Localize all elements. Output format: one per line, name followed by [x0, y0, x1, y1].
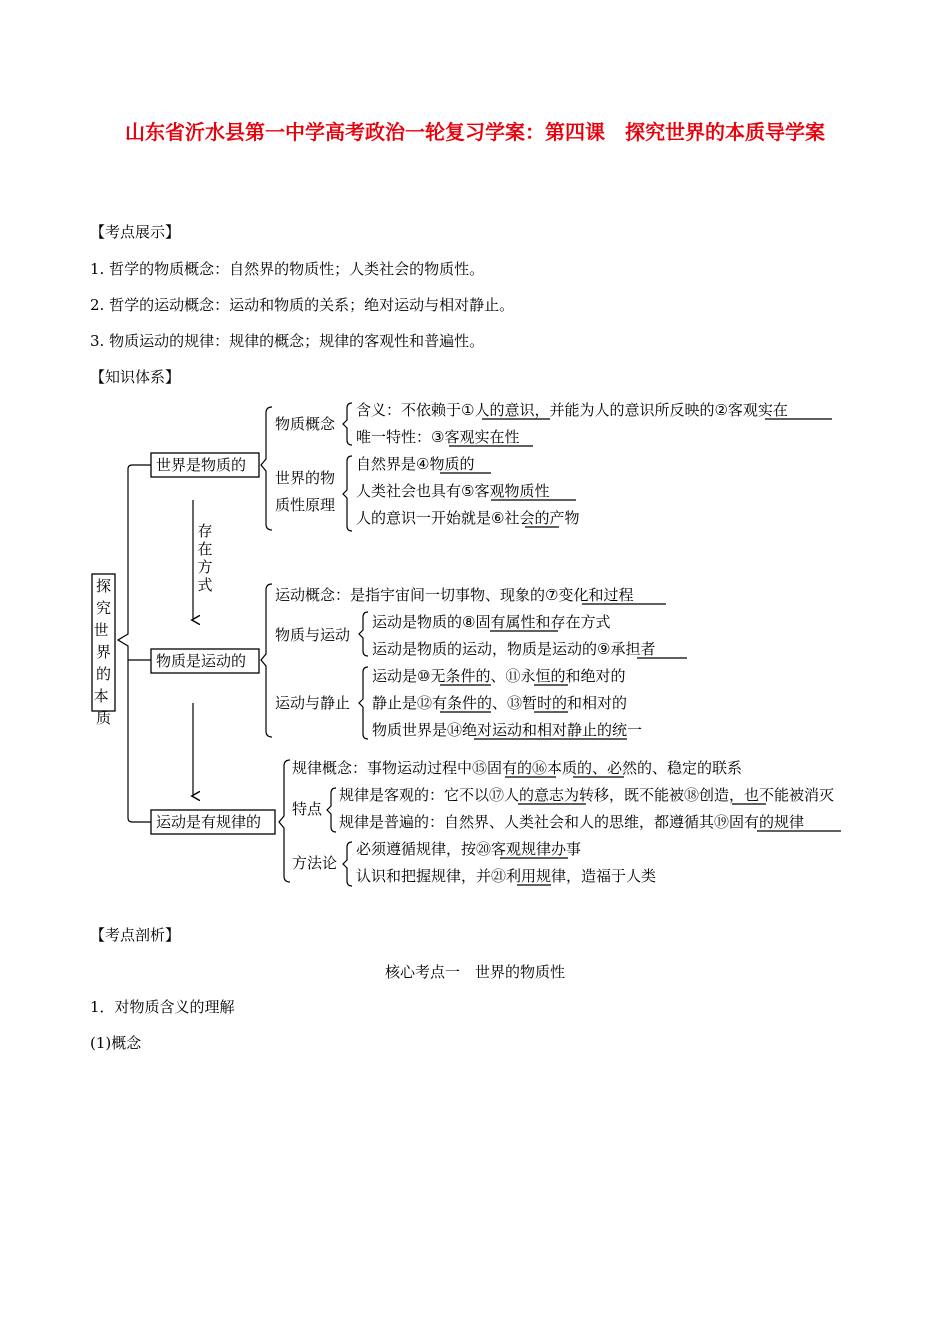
exam-points-heading: 【考点展示】 [90, 223, 181, 241]
knowledge-system-heading: 【知识体系】 [90, 368, 181, 386]
line-11: 物质世界是⑭绝对运动和相对静止的统一 [372, 721, 643, 739]
arrow-label: 存在方式 [197, 522, 213, 594]
brace-2a [359, 612, 368, 656]
knowledge-map [0, 395, 950, 895]
document-title: 山东省沂水县第一中学高考政治一轮复习学案：第四课 探究世界的本质导学案 [125, 120, 825, 144]
exam-point-2: 2. 哲学的运动概念：运动和物质的关系；绝对运动与相对静止。 [90, 296, 515, 314]
exam-point-3: 3. 物质运动的规律：规律的概念；规律的客观性和普遍性。 [90, 332, 485, 350]
line-16: 认识和把握规律，并㉑利用规律，造福于人类 [356, 867, 657, 885]
brace-3a [327, 788, 336, 832]
analysis-heading: 【考点剖析】 [90, 926, 181, 944]
branch-world-materiality-line1: 世界的物 [275, 469, 336, 487]
line-07: 运动是物质的⑧固有属性和存在方式 [372, 613, 611, 631]
exam-point-1: 1. 哲学的物质概念：自然界的物质性；人类社会的物质性。 [90, 260, 485, 278]
line-05: 人的意识一开始就是⑥社会的产物 [356, 509, 580, 527]
root-brace [118, 465, 151, 822]
branch-material-concept: 物质概念 [275, 415, 336, 433]
branch-methodology: 方法论 [292, 854, 338, 872]
line-15: 必须遵循规律，按⑳客观规律办事 [356, 840, 582, 858]
line-08: 运动是物质的运动，物质是运动的⑨承担者 [372, 640, 656, 658]
line-14: 规律是普遍的：自然界、人类社会和人的思维，都遵循其⑲固有的规律 [339, 813, 805, 831]
line-10: 静止是⑫有条件的、⑬暂时的和相对的 [372, 694, 628, 712]
analysis-sub1: 1．对物质含义的理解 [90, 998, 235, 1016]
brace-1 [261, 407, 272, 530]
branch-material-motion: 物质与运动 [275, 626, 351, 644]
brace-1b [343, 456, 352, 531]
branch-features: 特点 [292, 800, 323, 818]
core-point-heading: 核心考点一 世界的物质性 [384, 963, 565, 981]
brace-2 [261, 584, 272, 737]
brace-1a [343, 403, 352, 445]
brace-2b [359, 667, 368, 739]
node-material-motion-label: 物质是运动的 [156, 652, 247, 670]
line-13: 规律是客观的：它不以⑰人的意志为转移，既不能被⑱创造，也不能被消灭 [339, 786, 835, 804]
analysis-sub2: (1)概念 [90, 1034, 142, 1052]
line-03: 自然界是④物质的 [356, 455, 475, 473]
brace-3b [343, 842, 352, 886]
branch-world-materiality-line2: 质性原理 [275, 496, 336, 514]
line-12: 规律概念：事物运动过程中⑮固有的⑯本质的、必然的、稳定的联系 [292, 759, 743, 777]
root-label: 探究世 界的本 质 [93, 577, 112, 727]
brace-3 [279, 760, 290, 882]
line-01: 含义：不依赖于①人的意识，并能为人的意识所反映的②客观实在 [356, 401, 788, 419]
line-02: 唯一特性：③客观实在性 [356, 428, 520, 446]
node-world-material-label: 世界是物质的 [156, 456, 247, 474]
line-04: 人类社会也具有⑤客观物质性 [356, 482, 550, 500]
node-motion-law-label: 运动是有规律的 [156, 813, 262, 831]
line-09: 运动是⑩无条件的、⑪永恒的和绝对的 [372, 667, 626, 685]
branch-motion-rest: 运动与静止 [275, 694, 351, 712]
line-06: 运动概念：是指宇宙间一切事物、现象的⑦变化和过程 [275, 586, 634, 604]
